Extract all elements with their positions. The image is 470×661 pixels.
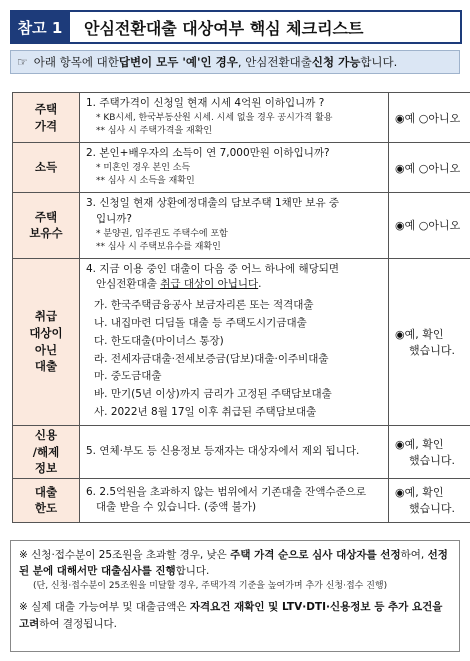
notice-text-3: 합니다. — [360, 55, 398, 69]
question-cell — [80, 93, 389, 143]
notice-text-1: 아래 항목에 대한 — [33, 55, 119, 69]
category-label: 아닌 — [34, 342, 58, 357]
category-house-price — [13, 93, 80, 143]
radio-label: 아니오 — [428, 161, 461, 175]
question-text: 4. 지금 이용 중인 대출이 다음 중 어느 하나에 해당되면 — [86, 262, 340, 275]
category-label: 대상이 — [29, 326, 63, 341]
notice-bold-1: 답변이 모두 '예'인 경우 — [118, 55, 238, 69]
no-radio[interactable] — [419, 160, 461, 176]
list-item: 사. 2022년 8월 17일 이후 취급된 주택담보대출 — [94, 406, 317, 419]
list-item: 나. 내집마련 디딤돌 대출 등 주택도시기금대출 — [94, 316, 307, 329]
category-label: 취급 — [34, 309, 58, 324]
footer-bold: 자격요건 재확인 및 LTV·DTI·신용정보 등 추가 요건을 고려 — [19, 601, 443, 630]
checklist-row-excluded-loans — [13, 258, 470, 425]
confirm-label-2: 했습니다. — [409, 453, 456, 467]
question-text: 대출 받을 수 있습니다. (중액 불가) — [96, 501, 257, 514]
question-text: 6. 2.5억원을 초과하지 않는 범위에서 기존대출 잔액수준으로 — [86, 485, 367, 498]
question-cell — [80, 143, 389, 193]
question-note: ** 심사 시 주택보유수를 재확인 — [96, 242, 221, 252]
answer-cell — [389, 193, 470, 259]
category-label: 가격 — [34, 118, 58, 133]
question-text-part: 안심전환대출 — [96, 278, 161, 291]
pointing-hand-icon: ☞ — [17, 55, 28, 69]
question-note: * 미혼인 경우 본인 소득 — [96, 162, 191, 173]
question-text: 입니까? — [96, 212, 133, 225]
header — [10, 10, 462, 44]
category-income — [13, 143, 80, 193]
category-house-count — [13, 193, 80, 259]
question-text: 2. 본인+배우자의 소득이 연 7,000만원 이하입니까? — [86, 147, 330, 160]
question-note: ** 심사 시 소득을 재확인 — [96, 176, 195, 187]
yes-radio[interactable] — [395, 217, 415, 233]
question-cell — [80, 425, 389, 478]
question-cell — [80, 258, 389, 425]
radio-label: 예 — [404, 111, 416, 125]
confirm-label-2: 했습니다. — [409, 343, 456, 357]
checklist-row-house-count — [13, 193, 470, 259]
checklist-row-loan-limit — [13, 478, 470, 522]
radio-label: 아니오 — [428, 111, 461, 125]
category-label: /해제 — [32, 444, 60, 459]
question-cell — [80, 193, 389, 259]
answer-cell — [389, 478, 470, 522]
no-radio[interactable] — [419, 110, 461, 126]
checklist-row-income — [13, 143, 470, 193]
question-note: ** 심사 시 주택가격을 재확인 — [96, 126, 213, 137]
footer-notes — [10, 540, 460, 652]
reference-mark-icon: ※ — [19, 549, 28, 561]
question-note: * 분양권, 입주권도 주택수에 포함 — [96, 228, 228, 239]
question-text-part: . — [258, 278, 262, 291]
yes-radio[interactable] — [395, 160, 415, 176]
list-item: 가. 한국주택금융공사 보금자리론 또는 적격대출 — [94, 299, 314, 311]
answer-cell — [389, 258, 470, 425]
radio-label: 예, 확인 — [404, 327, 444, 341]
list-item: 바. 만기(5년 이상)까지 금리가 고정된 주택담보대출 — [94, 388, 332, 401]
checklist-row-house-price — [13, 93, 470, 143]
page-title: 안심전환대출 대상여부 핵심 체크리스트 — [70, 10, 462, 44]
checklist-row-credit-info — [13, 425, 470, 478]
question-text: 5. 연체·부도 등 신용정보 등재자는 대상자에서 제외 됩니다. — [86, 445, 360, 458]
footer-text: 하여, — [400, 549, 428, 561]
category-label: 대출 — [34, 484, 58, 499]
notice-text-2: , 안심전환대출 — [237, 55, 312, 69]
question-text: 1. 주택가격이 신청일 현재 시세 4억원 이하입니까 ? — [86, 97, 325, 110]
question-text-2 — [86, 277, 382, 293]
footer-bold: 주택 가격 순으로 심사 대상자를 선정 — [230, 549, 401, 561]
footer-subnote: (단, 신청·접수분이 25조원을 미달할 경우, 주택가격 기준을 높여가며 추가 신청·접수 진행) — [33, 580, 388, 591]
radio-label: 아니오 — [428, 219, 461, 233]
confirm-radio[interactable] — [395, 326, 443, 342]
category-label: 정보 — [34, 461, 58, 476]
answer-cell — [389, 143, 470, 193]
category-excluded-loans — [13, 258, 80, 425]
reference-badge: 참고 1 — [10, 10, 70, 44]
category-label: 한도 — [34, 501, 58, 516]
category-label: 신용 — [34, 427, 58, 442]
confirm-label-2: 했습니다. — [409, 502, 456, 516]
list-item: 다. 한도대출(마이너스 통장) — [94, 334, 224, 347]
list-item: 라. 전세자금대출·전세보증금(담보)대출·이주비대출 — [94, 352, 329, 365]
radio-label: 예, 확인 — [404, 486, 444, 500]
list-item: 마. 중도금대출 — [94, 370, 162, 383]
category-label: 소득 — [34, 160, 58, 175]
category-label: 대출 — [34, 359, 58, 374]
category-label: 보유수 — [29, 226, 63, 241]
footer-note-1 — [19, 547, 451, 580]
checklist-table — [12, 92, 470, 523]
radio-label: 예, 확인 — [404, 437, 444, 451]
question-text: 3. 신청일 현재 상환예정대출의 담보주택 1채만 보유 중 — [86, 197, 340, 209]
footer-bold: 선정된 분에 대해서만 대출심사를 진행 — [19, 549, 448, 578]
reference-mark-icon: ※ — [19, 601, 28, 614]
category-loan-limit — [13, 478, 80, 522]
yes-radio[interactable] — [395, 110, 415, 126]
confirm-radio[interactable] — [395, 436, 443, 452]
question-note: * KB시세, 한국부동산원 시세. 시세 없을 경우 공시가격 활용 — [96, 112, 333, 123]
footer-text: 신청·접수분이 25조원을 초과할 경우, 낮은 — [31, 549, 231, 561]
notice-bar — [10, 50, 460, 74]
no-radio[interactable] — [419, 217, 461, 233]
answer-cell — [389, 425, 470, 478]
radio-label: 예 — [404, 161, 416, 175]
answer-cell — [389, 93, 470, 143]
footer-text: 실제 대출 가능여부 및 대출금액은 — [31, 601, 190, 614]
question-underlined: 취급 대상이 아닙니다 — [160, 278, 259, 291]
footer-text: 하여 결정됩니다. — [39, 617, 117, 630]
footer-note-2 — [19, 599, 451, 632]
notice-bold-2: 신청 가능 — [311, 55, 361, 69]
confirm-radio[interactable] — [395, 484, 443, 500]
footer-text: 합니다. — [175, 565, 210, 578]
question-cell — [80, 478, 389, 522]
radio-label: 예 — [404, 219, 416, 233]
category-label: 주택 — [34, 209, 58, 224]
category-credit-info — [13, 425, 80, 478]
category-label: 주택 — [34, 101, 58, 116]
